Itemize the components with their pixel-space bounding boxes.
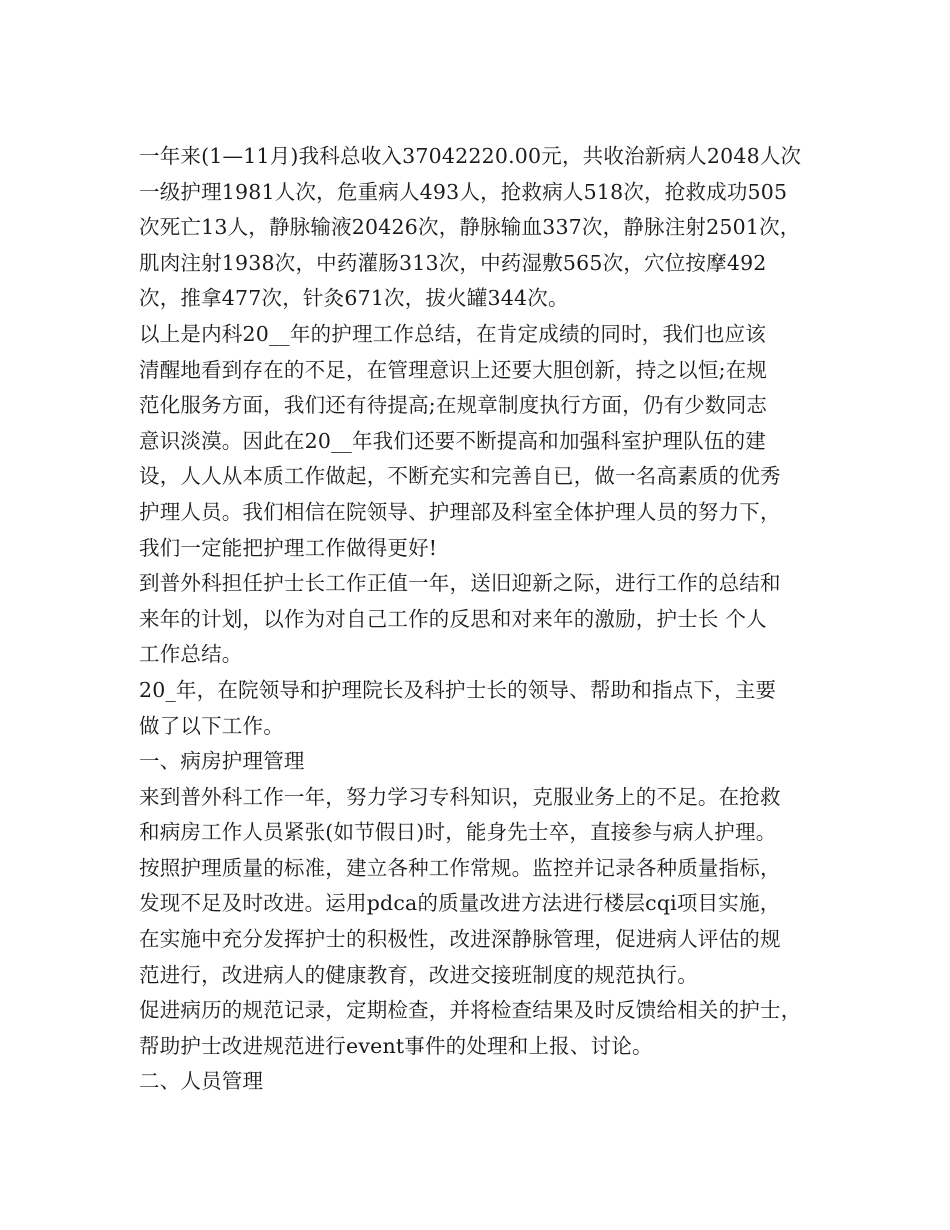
- text-line-17: 做了以下工作。: [139, 713, 284, 738]
- text-line-19: 来到普外科工作一年，努力学习专科知识，克服业务上的不足。在抢救: [139, 784, 781, 809]
- text-line-4: 肌肉注射1938次，中药灌肠313次，中药湿敷565次，穴位按摩492: [139, 250, 767, 275]
- text-line-22: 发现不足及时改进。运用pdca的质量改进方法进行楼层cqi项目实施，: [139, 891, 781, 916]
- text-line-2: 一级护理1981人次，危重病人493人，抢救病人518次，抢救成功505: [139, 179, 788, 204]
- text-line-14: 来年的计划，以作为对自己工作的反思和对来年的激励，护士长 个人: [139, 606, 767, 631]
- text-line-9: 意识淡漠。因此在20__年我们还要不断提高和加强科室护理队伍的建: [139, 428, 766, 453]
- text-line-13: 到普外科担任护士长工作正值一年，送旧迎新之际，进行工作的总结和: [139, 571, 781, 596]
- text-line-3: 次死亡13人，静脉输液20426次，静脉输血337次，静脉注射2501次，: [139, 215, 801, 240]
- text-line-11: 护理人员。我们相信在院领导、护理部及科室全体护理人员的努力下，: [139, 499, 781, 524]
- text-line-10: 设，人人从本质工作做起，不断充实和完善自已，做一名高素质的优秀: [139, 464, 781, 489]
- text-line-5: 次，推拿477次，针灸671次，拔火罐344次。: [139, 286, 569, 311]
- text-line-26: 帮助护士改进规范进行event事件的处理和上报、讨论。: [139, 1033, 653, 1058]
- text-line-6: 以上是内科20__年的护理工作总结，在肯定成绩的同时，我们也应该: [139, 321, 766, 346]
- text-line-23: 在实施中充分发挥护士的积极性，改进深静脉管理，促进病人评估的规: [139, 927, 781, 952]
- text-line-25: 促进病历的规范记录，定期检查，并将检查结果及时反馈给相关的护士，: [139, 998, 802, 1023]
- text-line-15: 工作总结。: [139, 642, 243, 667]
- text-line-12: 我们一定能把护理工作做得更好!: [139, 535, 438, 560]
- section-heading-1: 一、病房护理管理: [139, 749, 305, 774]
- text-line-21: 按照护理质量的标准，建立各种工作常规。监控并记录各种质量指标，: [139, 855, 781, 880]
- text-line-20: 和病房工作人员紧张(如节假日)时，能身先士卒，直接参与病人护理。: [139, 820, 777, 845]
- section-heading-2: 二、人员管理: [139, 1069, 264, 1094]
- text-line-24: 范进行，改进病人的健康教育，改进交接班制度的规范执行。: [139, 962, 698, 987]
- text-line-7: 清醒地看到存在的不足，在管理意识上还要大胆创新，持之以恒;在规: [139, 357, 768, 382]
- document-body: [139, 139, 829, 1100]
- text-line-1: 一年来(1—11月)我科总收入37042220.00元，共收治新病人2048人次: [139, 144, 802, 168]
- text-line-8: 范化服务方面，我们还有待提高;在规章制度执行方面，仍有少数同志: [139, 393, 768, 418]
- text-line-16: 20_年，在院领导和护理院长及科护士长的领导、帮助和指点下，主要: [139, 677, 777, 702]
